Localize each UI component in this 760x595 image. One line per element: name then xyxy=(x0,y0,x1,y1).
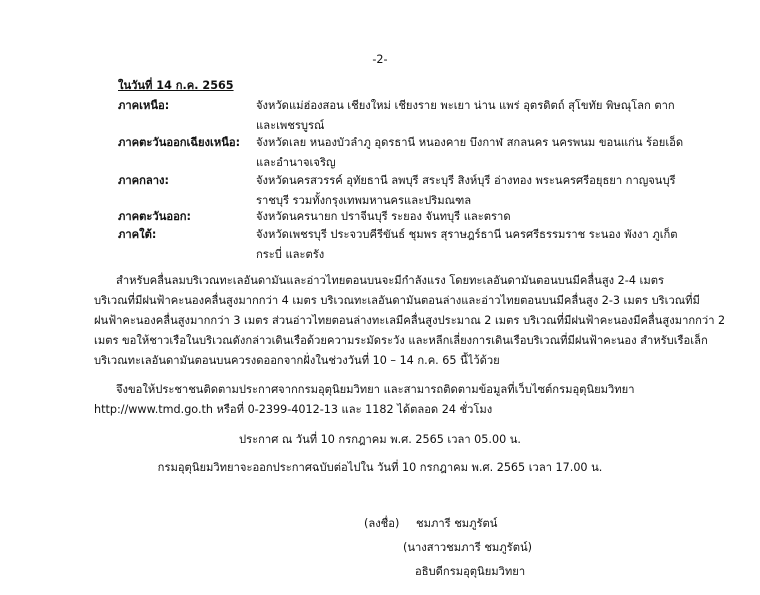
announced-date: ประกาศ ณ วันที่ 10 กรกฎาคม พ.ศ. 2565 เวลา 05.00 น. xyxy=(239,433,521,446)
signatory-full-name: (นางสาวชมภารี ชมภูรัตน์) xyxy=(403,541,532,554)
region-line: และอำนาจเจริญ xyxy=(256,156,336,169)
follow-paragraph xyxy=(94,380,734,420)
region-line: และเพชรบูรณ์ xyxy=(256,119,325,132)
paragraph-line: ฝนฟ้าคะนองคลื่นสูงมากกว่า 3 เมตร ส่วนอ่าวไทยตอนล่างทะเลมีคลื่นสูงประมาณ 2 เมตร บริเวณที่มีฝนฟ้าคะนองมีคลื่นสูงมากกว่า 2 xyxy=(94,314,726,327)
region-provinces xyxy=(256,207,726,227)
paragraph-text: สำหรับคลื่นลมบริเวณทะเลอันดามันและอ่าวไทยตอนบนจะมีกำลังแรง โดยทะเลอันดามันตอนบนมีคลื่นสูง 2-4 เมตร xyxy=(116,274,664,287)
next-announcement: กรมอุตุนิยมวิทยาจะออกประกาศฉบับต่อไปใน วันที่ 10 กรกฎาคม พ.ศ. 2565 เวลา 17.00 น. xyxy=(157,461,603,474)
signed-name: ชมภารี ชมภูรัตน์ xyxy=(416,517,498,530)
paragraph-line: บริเวณทะเลอันดามันตอนบนควรงดออกจากฝั่งในช่วงวันที่ 10 – 14 ก.ค. 65 นี้ไว้ด้วย xyxy=(94,354,500,367)
region-line: จังหวัดนครสวรรค์ อุทัยธานี ลพบุรี สระบุรี สิงห์บุรี อ่างทอง พระนครศรีอยุธยา กาญจนบุรี xyxy=(256,174,676,187)
region-line: กระบี่ และตรัง xyxy=(256,248,325,261)
paragraph-line: เมตร ขอให้ชาวเรือในบริเวณดังกล่าวเดินเรือด้วยความระมัดระวัง และหลีกเลี่ยงการเดินเรือบริเวณที่มีฝนฟ้าคะนอง สำหรับเรือเล็ก xyxy=(94,334,708,347)
region-name: ภาคเหนือ: xyxy=(118,99,170,112)
paragraph-text: จึงขอให้ประชาชนติดตามประกาศจากกรมอุตุนิยมวิทยา และสามารถติดตามข้อมูลที่เว็บไซต์กรมอุตุนิยมวิทยา xyxy=(116,383,635,396)
paragraph-line xyxy=(94,380,734,400)
page-number: -2- xyxy=(372,53,388,66)
region-provinces xyxy=(256,133,726,173)
date-heading: ในวันที่ 14 ก.ค. 2565 xyxy=(118,79,234,92)
region-provinces xyxy=(256,171,726,211)
paragraph-line: http://www.tmd.go.th หรือที่ 0-2399-4012-13 และ 1182 ได้ตลอด 24 ชั่วโมง xyxy=(94,403,493,416)
region-line: ราชบุรี รวมทั้งกรุงเทพมหานครและปริมณฑล xyxy=(256,194,472,207)
region-name: ภาคตะวันออกเฉียงเหนือ: xyxy=(118,136,241,149)
region-line: จังหวัดนครนายก ปราจีนบุรี ระยอง จันทบุรี และตราด xyxy=(256,210,511,223)
paragraph-line: บริเวณที่มีฝนฟ้าคะนองคลื่นสูงมากกว่า 4 เมตร บริเวณทะเลอันดามันตอนล่างและอ่าวไทยตอนบนมีคลื่นสูง 2-3 เมตร บริเวณที่มี xyxy=(94,294,700,307)
region-line: จังหวัดเลย หนองบัวลำภู อุดรธานี หนองคาย บึงกาฬ สกลนคร นครพนม ขอนแก่น ร้อยเอ็ด xyxy=(256,136,684,149)
wave-paragraph xyxy=(94,271,734,371)
paragraph-line xyxy=(94,271,734,291)
region-provinces xyxy=(256,225,726,265)
region-line: จังหวัดแม่ฮ่องสอน เชียงใหม่ เชียงราย พะเยา น่าน แพร่ อุตรดิตถ์ สุโขทัย พิษณุโลก ตาก xyxy=(256,99,675,112)
region-name: ภาคใต้: xyxy=(118,228,157,241)
region-name: ภาคกลาง: xyxy=(118,174,169,187)
region-name: ภาคตะวันออก: xyxy=(118,210,192,223)
region-line: จังหวัดเพชรบุรี ประจวบคีรีขันธ์ ชุมพร สุราษฎร์ธานี นครศรีธรรมราช ระนอง พังงา ภูเก็ต xyxy=(256,228,678,241)
signed-label: (ลงชื่อ) xyxy=(364,517,400,530)
region-provinces xyxy=(256,96,726,136)
signatory-position: อธิบดีกรมอุตุนิยมวิทยา xyxy=(415,565,526,578)
